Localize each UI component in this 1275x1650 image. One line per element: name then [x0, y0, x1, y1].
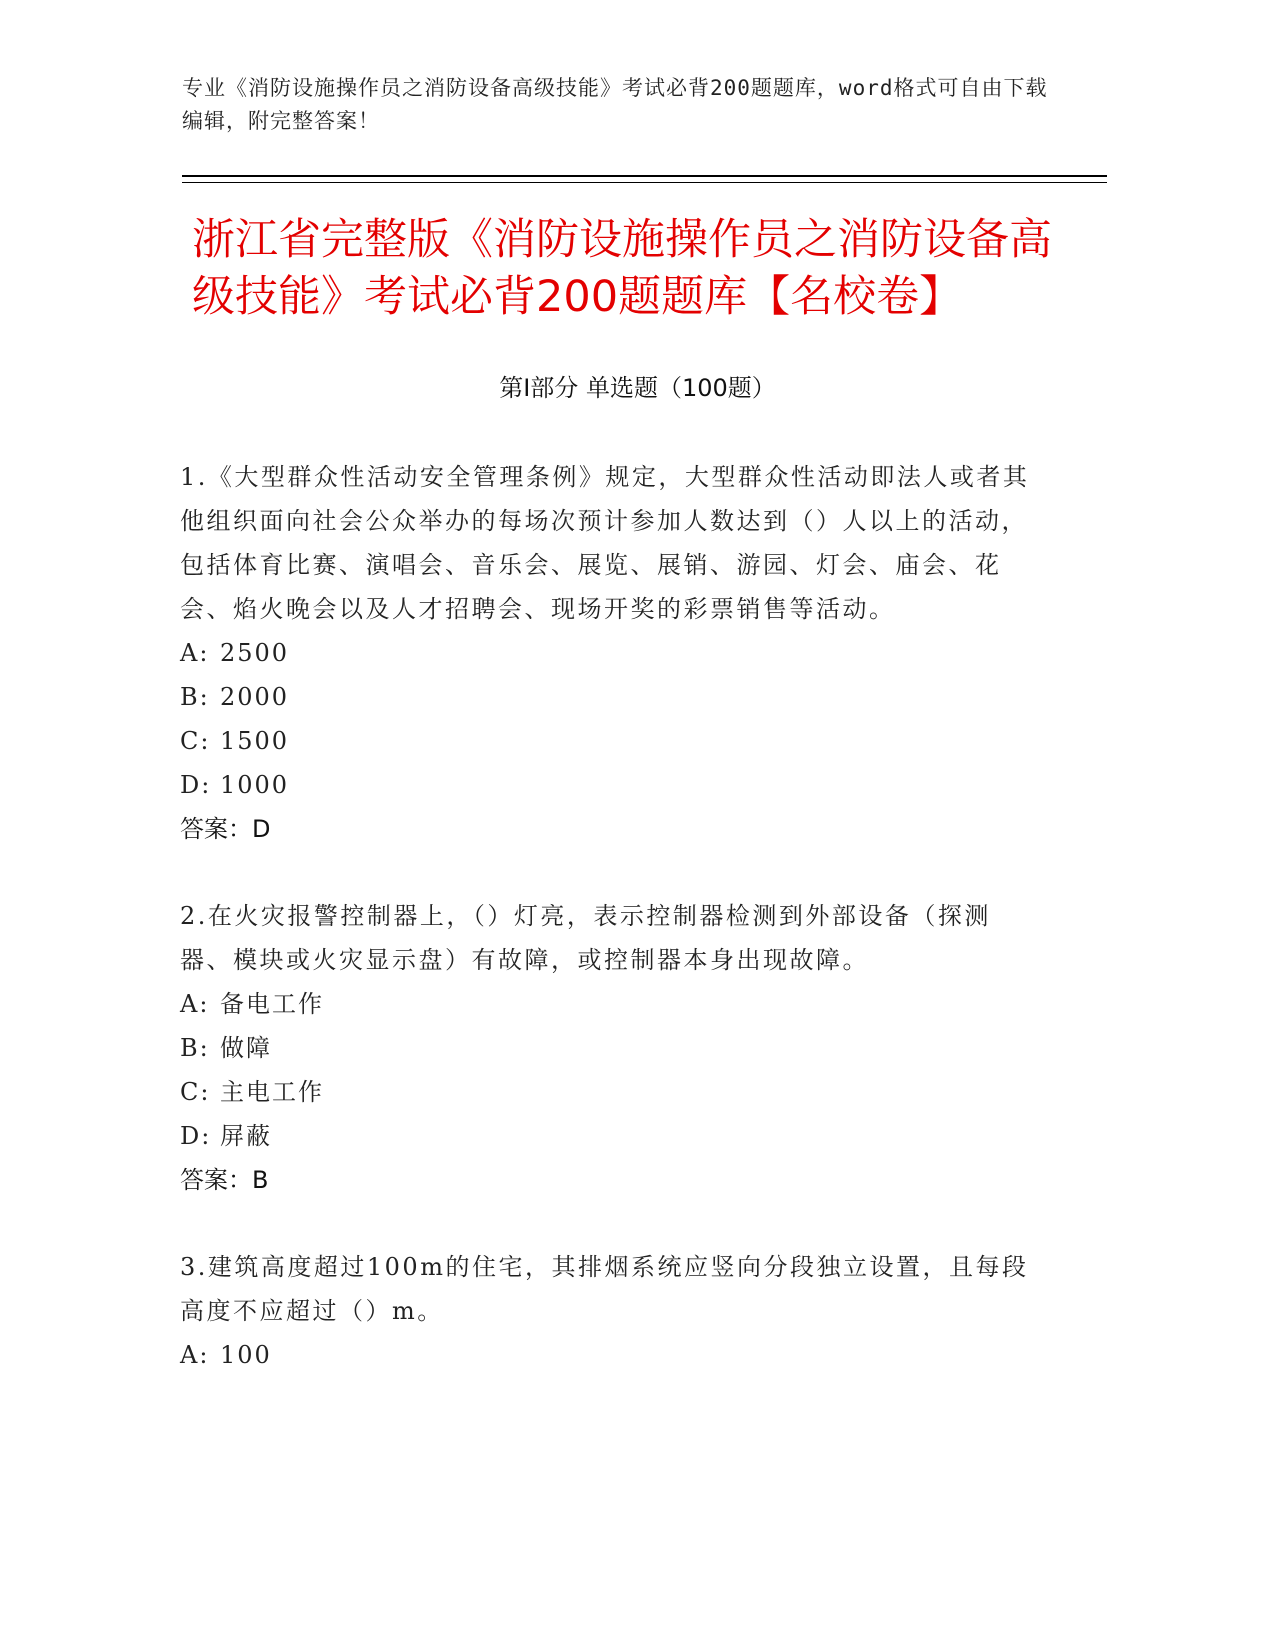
question-stem: 3.建筑高度超过100m的住宅，其排烟系统应竖向分段独立设置，且每段高度不应超过（）m。 — [180, 1253, 1029, 1325]
question-stem: 1.《大型群众性活动安全管理条例》规定，大型群众性活动即法人或者其他组织面向社会公众举办的每场次预计参加人数达到（）人以上的活动，包括体育比赛、演唱会、音乐会、展览、展销、游园、灯会、庙会、花会、焰火晚会以及人才招聘会、现场开奖的彩票销售等活动。 — [180, 463, 1030, 623]
option-text: 2500 — [220, 639, 290, 667]
option-text: 备电工作 — [220, 990, 324, 1018]
question-stem: 2.在火灾报警控制器上，（）灯亮，表示控制器检测到外部设备（探测器、模块或火灾显示盘）有故障，或控制器本身出现故障。 — [180, 902, 991, 974]
option-text: 1500 — [220, 727, 290, 755]
option-a — [180, 1333, 1040, 1377]
answer-line: 答案：B — [180, 1166, 269, 1194]
option-text: 屏蔽 — [220, 1122, 272, 1150]
option-text: 2000 — [220, 683, 290, 711]
document-title: 浙江省完整版《消防设施操作员之消防设备高级技能》考试必背200题题库【名校卷】 — [192, 215, 1052, 322]
option-key: A: — [180, 990, 210, 1018]
question-item — [180, 455, 1040, 851]
option-b — [180, 1026, 1040, 1070]
option-c — [180, 719, 1040, 763]
option-d — [180, 1114, 1040, 1158]
option-d — [180, 763, 1040, 807]
header-note: 专业《消防设施操作员之消防设备高级技能》考试必背200题题库，word格式可自由下载编辑，附完整答案！ — [182, 76, 1048, 133]
option-text: 100 — [220, 1341, 272, 1369]
header-rule-thick — [182, 175, 1107, 177]
section-heading: 第I部分 单选题（100题） — [499, 374, 776, 402]
option-text: 主电工作 — [220, 1078, 324, 1106]
option-a — [180, 631, 1040, 675]
option-c — [180, 1070, 1040, 1114]
question-item — [180, 1245, 1040, 1377]
option-key: B: — [180, 683, 210, 711]
option-key: D: — [180, 771, 212, 799]
question-item — [180, 894, 1040, 1202]
option-key: A: — [180, 1341, 210, 1369]
header-rule-thin — [182, 182, 1107, 183]
option-text: 做障 — [220, 1034, 272, 1062]
question-list — [180, 455, 1040, 1420]
option-key: B: — [180, 1034, 210, 1062]
option-b — [180, 675, 1040, 719]
option-key: A: — [180, 639, 210, 667]
option-key: D: — [180, 1122, 212, 1150]
answer-line: 答案：D — [180, 815, 271, 843]
option-text: 1000 — [220, 771, 290, 799]
option-key: C: — [180, 1078, 211, 1106]
option-a — [180, 982, 1040, 1026]
option-key: C: — [180, 727, 211, 755]
